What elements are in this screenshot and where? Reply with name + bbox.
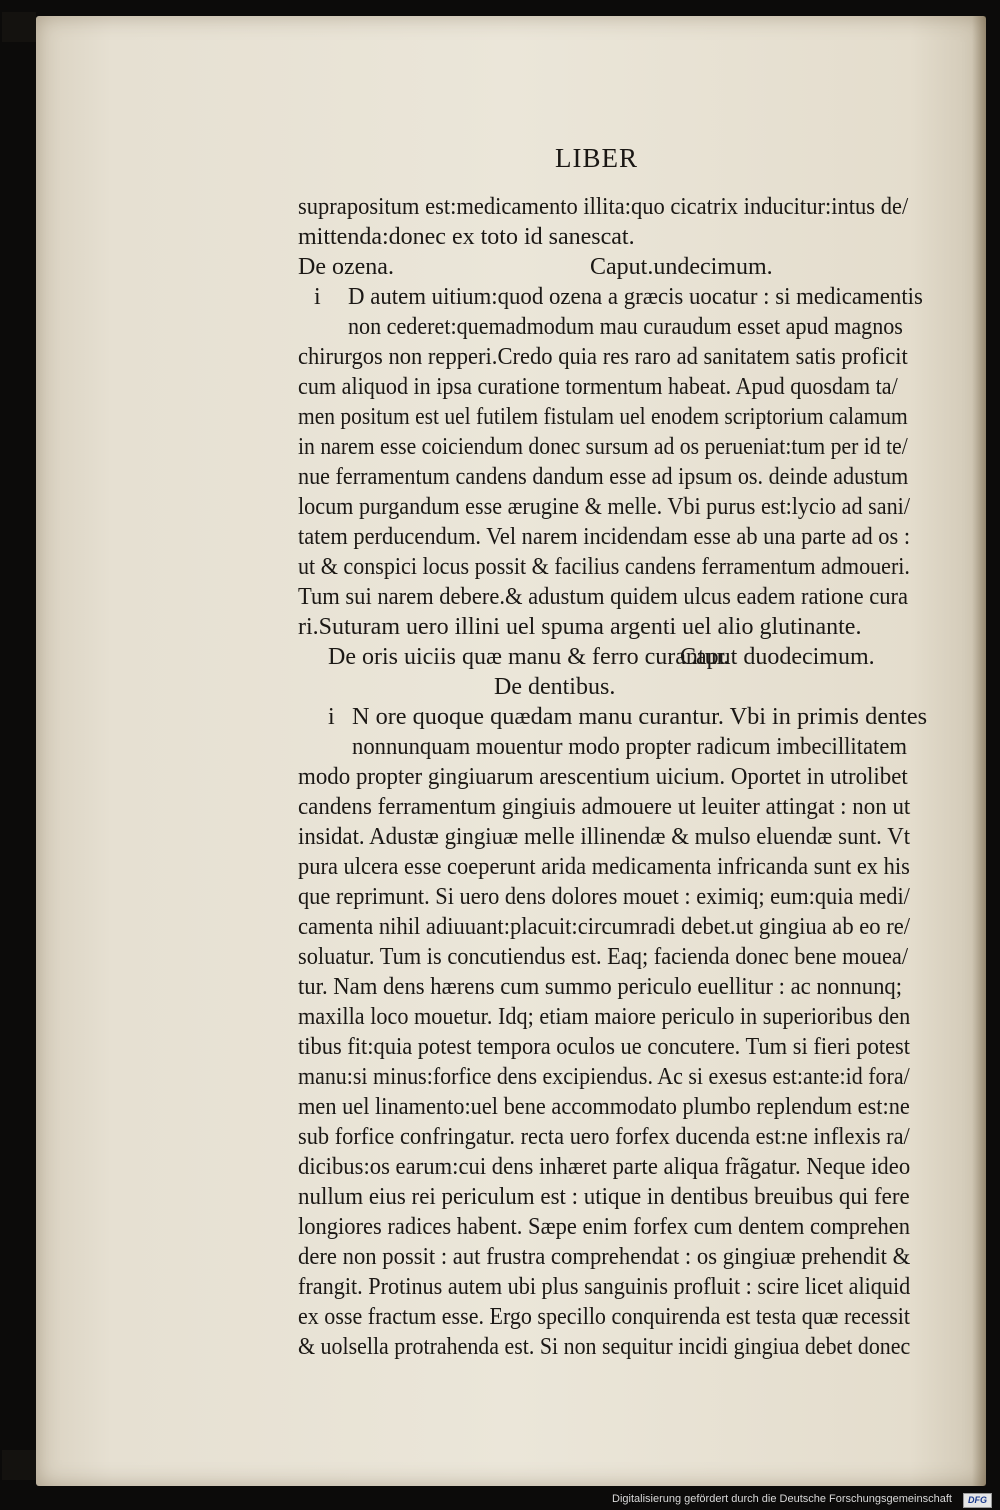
text-line: non cederet:quemadmodum mau curaudum esset apud magnos <box>348 314 903 340</box>
text-line: suprapositum est:medicamento illita:quo cicatrix inducitur:intus de/ <box>298 194 909 220</box>
text-line: nonnunquam mouentur modo propter radicum imbecillitatem <box>352 734 907 760</box>
text-line: mittenda:donec ex toto id sanescat. <box>298 224 635 250</box>
text-line: soluatur. Tum is concutiendus est. Eaq; facienda donec bene mouea/ <box>298 944 909 970</box>
text-line: que reprimunt. Si uero dens dolores mouet : eximiq; eum:quia medi/ <box>298 884 910 910</box>
text-line: insidat. Adustæ gingiuæ melle illinendæ & mulso eluendæ sunt. Vt <box>298 824 911 850</box>
page-edge-shadow <box>972 16 986 1486</box>
initial-guide-letter: i <box>314 284 321 310</box>
text-line: chirurgos non repperi.Credo quia res raro ad sanitatem satis proficit <box>298 344 908 370</box>
running-header: LIBER <box>555 143 638 173</box>
text-line: locum purgandum esse ærugine & melle. Vbi purus est:lycio ad sani/ <box>298 494 911 520</box>
dfg-logo: DFG <box>963 1493 992 1508</box>
text-line: in narem esse coiciendum donec sursum ad os perueniat:tum per id te/ <box>298 434 908 460</box>
text-line: modo propter gingiuarum arescentium uicium. Oportet in utrolibet <box>298 764 908 790</box>
text-line: frangit. Protinus autem ubi plus sanguinis profluit : scire licet aliquid <box>298 1274 911 1300</box>
binding-tab <box>2 12 36 42</box>
text-line: ex osse fractum esse. Ergo specillo conquirenda est testa quæ recessit <box>298 1304 911 1330</box>
footer-credit: Digitalisierung gefördert durch die Deutsche Forschungsgemeinschaft <box>612 1493 952 1505</box>
text-line: tatem perducendum. Vel narem incidendam esse ab una parte ad os : <box>298 524 911 550</box>
text-line: De ozena. <box>298 254 394 280</box>
text-line: camenta nihil adiuuant:placuit:circumradi debet.ut gingiua ab eo re/ <box>298 914 911 940</box>
text-line: maxilla loco mouetur. Idq; etiam maiore periculo in superioribus den <box>298 1004 911 1030</box>
text-line: tibus fit:quia potest tempora oculos ue concutere. Tum si fieri potest <box>298 1034 911 1060</box>
text-line: N ore quoque quædam manu curantur. Vbi in primis dentes <box>352 704 928 730</box>
text-line: ut & conspici locus possit & facilius candens ferramentum admoueri. <box>298 554 910 580</box>
text-line: dicibus:os earum:cui dens inhæret parte aliqua frãgatur. Neque ideo <box>298 1154 911 1180</box>
text-line: nullum eius rei periculum est : utique in dentibus breuibus qui fere <box>298 1184 910 1210</box>
text-line: nue ferramentum candens dandum esse ad ipsum os. deinde adustum <box>298 464 909 490</box>
text-line: D autem uitium:quod ozena a græcis uocatur : si medicamentis <box>348 284 923 310</box>
text-line: De oris uiciis quæ manu & ferro curantur. <box>328 644 730 670</box>
text-line: sub forfice confringatur. recta uero forfex ducenda est:ne inflexis ra/ <box>298 1124 910 1150</box>
text-line: Caput duodecimum. <box>680 644 875 670</box>
text-line: candens ferramentum gingiuis admouere ut leuiter attingat : non ut <box>298 794 911 820</box>
binding-tab <box>2 1450 36 1480</box>
text-line: ri.Suturam uero illini uel spuma argenti uel alio glutinante. <box>298 614 862 640</box>
text-line: longiores radices habent. Sæpe enim forfex cum dentem comprehen <box>298 1214 911 1240</box>
text-line: cum aliquod in ipsa curatione tormentum habeat. Apud quosdam ta/ <box>298 374 898 400</box>
text-line: men uel linamento:uel bene accommodato plumbo replendum est:ne <box>298 1094 910 1120</box>
text-line: Caput.undecimum. <box>590 254 773 280</box>
initial-guide-letter: i <box>328 704 335 730</box>
text-line: manu:si minus:forfice dens excipiendus. Ac si exesus est:ante:id fora/ <box>298 1064 910 1090</box>
text-line: & uolsella protrahenda est. Si non sequitur incidi gingiua debet donec <box>298 1334 911 1360</box>
text-line: De dentibus. <box>494 674 616 700</box>
text-line: pura ulcera esse coeperunt arida medicamenta infricanda sunt ex his <box>298 854 910 880</box>
text-line: tur. Nam dens hærens cum summo periculo euellitur : ac nonnunq; <box>298 974 903 1000</box>
text-line: dere non possit : aut frustra comprehendat : os gingiuæ prehendit & <box>298 1244 911 1270</box>
text-line: Tum sui narem debere.& adustum quidem ulcus eadem ratione cura <box>298 584 908 610</box>
text-line: men positum est uel futilem fistulam uel enodem scriptorium calamum <box>298 404 908 430</box>
